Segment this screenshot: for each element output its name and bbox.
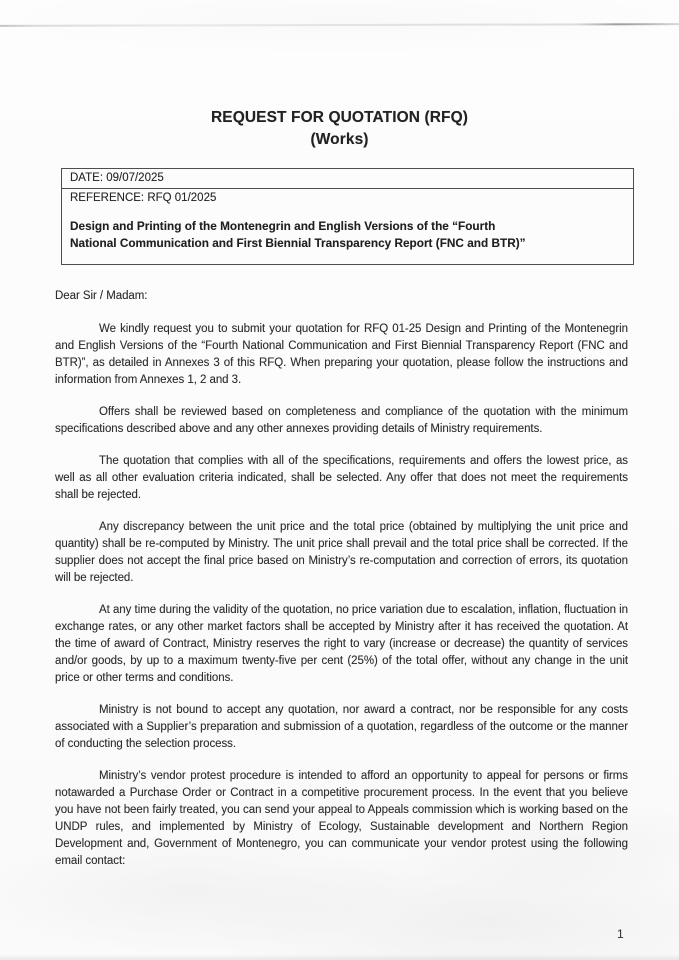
date-cell: DATE: 09/07/2025 <box>62 169 634 189</box>
subject-line-2: National Communication and First Biennial Transparency Report (FNC and BTR)” <box>70 236 526 250</box>
reference-text: REFERENCE: RFQ 01/2025 <box>70 192 217 204</box>
page-number: 1 <box>617 927 624 941</box>
paragraph-selection: The quotation that complies with all of the specifications, requirements and offers the lowest price, as well as all other evaluation criteria indicated, shall be selected. Any offer that does not meet the requirements shall be rejected. <box>55 455 628 501</box>
rfq-header-table <box>61 168 634 265</box>
paragraph-vendor-protest: Ministry’s vendor protest procedure is intended to afford an opportunity to appeal for persons or firms notawarded a Purchase Order or Contract in a competitive procurement process. In the event that you believe you have not been fairly treated, you can send your appeal to Appeals commission which is working based on the UNDP rules, and implemented by Ministry of Ecology, Sustainable development and Northern Region Development and, Government of Montenegro, you can communicate your vendor protest using the following email contact: <box>55 770 628 867</box>
subject-title <box>70 218 625 252</box>
subject-line-1: Design and Printing of the Montenegrin and English Versions of the “Fourth <box>70 219 496 233</box>
letter-body <box>55 288 628 885</box>
title-line-1: REQUEST FOR QUOTATION (RFQ) <box>211 109 468 126</box>
scan-artifact-line <box>0 23 679 27</box>
paragraph-price-variation: At any time during the validity of the quotation, no price variation due to escalation, inflation, fluctuation in exchange rates, or any other market factors shall be accepted by Ministry after it has received the quotation. At the time of award of Contract, Ministry reserves the right to vary (increase or decrease) the quantity of services and/or goods, by up to a maximum twenty-five per cent (25%) of the total offer, without any change in the unit price or other terms and conditions. <box>55 604 628 684</box>
table-row-date <box>62 169 634 189</box>
salutation: Dear Sir / Madam: <box>55 290 148 302</box>
title-line-2: (Works) <box>310 131 369 148</box>
reference-cell <box>62 189 634 265</box>
paragraph-request: We kindly request you to submit your quotation for RFQ 01-25 Design and Printing of the Montenegrin and English Versions of the “Fourth National Communication and First Biennial Transparency Report (FNC and BTR)”, as detailed in Annexes 3 of this RFQ. When preparing your quotation, please follow the instructions and information from Annexes 1, 2 and 3. <box>55 323 628 386</box>
paragraph-review: Offers shall be reviewed based on completeness and compliance of the quotation with the minimum specifications described above and any other annexes providing details of Ministry requirements. <box>55 406 628 435</box>
table-row-reference <box>62 189 634 265</box>
paragraph-not-bound: Ministry is not bound to accept any quotation, nor award a contract, nor be responsible for any costs associated with a Supplier’s preparation and submission of a quotation, regardless of the outcome or the manner of conducting the selection process. <box>55 704 628 750</box>
paragraph-discrepancy: Any discrepancy between the unit price and the total price (obtained by multiplying the unit price and quantity) shall be re-computed by Ministry. The unit price shall prevail and the total price shall be corrected. If the supplier does not accept the final price based on Ministry’s re-computation and correction of errors, its quotation will be rejected. <box>55 521 628 584</box>
document-title <box>0 107 679 151</box>
